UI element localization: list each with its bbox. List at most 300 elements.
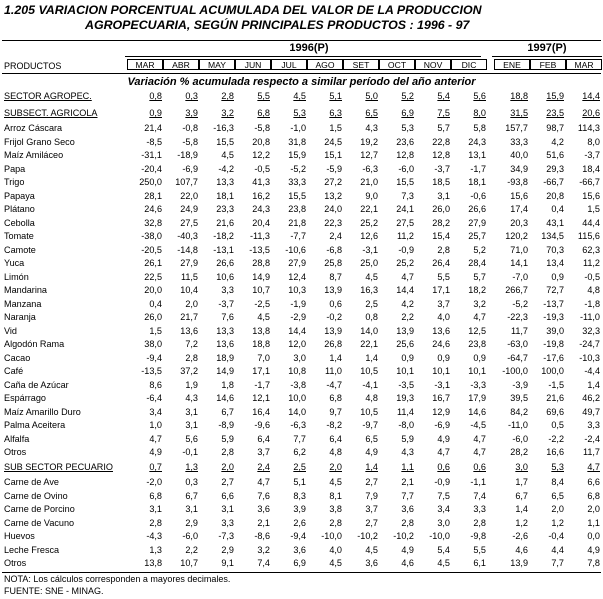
table-cell: -9,4	[146, 353, 162, 363]
table-cell: -20,4	[141, 164, 162, 174]
table-cell: 11,5	[180, 272, 198, 282]
table-row	[0, 490, 603, 503]
table-cell: 5,9	[221, 434, 234, 444]
table-cell: -10,6	[285, 245, 306, 255]
table-cell: 2,2	[185, 545, 198, 555]
table-cell: 0,6	[437, 462, 450, 472]
month-header-mar-1996: MAR	[127, 59, 163, 70]
table-cell: 2,7	[365, 518, 378, 528]
table-cell: -10,3	[579, 353, 600, 363]
table-cell: 4,9	[437, 434, 450, 444]
table-cell: 20,4	[252, 218, 270, 228]
row-label: Maíz Amiláceo	[4, 150, 64, 160]
table-cell: -19,8	[543, 339, 564, 349]
table-cell: 6,5	[365, 108, 378, 118]
row-label: Trigo	[4, 177, 25, 187]
table-cell: 4,5	[257, 312, 270, 322]
table-cell: 12,5	[468, 326, 486, 336]
row-label: Alfalfa	[4, 434, 30, 444]
table-cell: 20,8	[252, 137, 270, 147]
table-cell: -1,1	[470, 477, 486, 487]
table-cell: 17,1	[432, 285, 450, 295]
table-cell: -10,2	[357, 531, 378, 541]
table-cell: -3,7	[584, 150, 600, 160]
table-cell: 10,4	[180, 285, 198, 295]
table-cell: 13,6	[180, 326, 198, 336]
table-cell: 5,6	[473, 91, 486, 101]
table-cell: 0,6	[473, 462, 486, 472]
table-cell: 0,9	[401, 353, 414, 363]
table-cell: 2,0	[185, 299, 198, 309]
table-cell: 4,3	[365, 123, 378, 133]
row-label: Espárrago	[4, 393, 46, 403]
table-cell: 15,1	[324, 150, 342, 160]
table-cell: -3,7	[434, 164, 450, 174]
table-row	[0, 271, 603, 284]
month-header-ene-1997: ENE	[494, 59, 530, 70]
table-cell: 4,5	[293, 91, 306, 101]
table-cell: -2,5	[254, 299, 270, 309]
table-cell: -4,2	[218, 164, 234, 174]
month-header-may-1996: MAY	[199, 59, 235, 70]
table-cell: 23,3	[216, 204, 234, 214]
table-cell: 7,4	[257, 558, 270, 568]
table-cell: 2,9	[185, 518, 198, 528]
table-cell: -20,5	[141, 245, 162, 255]
table-cell: 250,0	[139, 177, 162, 187]
table-cell: 17,9	[468, 393, 486, 403]
month-header-jul-1996: JUL	[271, 59, 307, 70]
table-cell: 6,5	[365, 434, 378, 444]
table-cell: -63,0	[507, 339, 528, 349]
table-cell: -93,8	[507, 177, 528, 187]
row-label: Carne de Ovino	[4, 491, 68, 501]
table-cell: 13,8	[144, 558, 162, 568]
table-cell: 21,6	[546, 393, 564, 403]
table-cell: 3,9	[185, 108, 198, 118]
table-cell: 7,0	[257, 353, 270, 363]
table-cell: 0,3	[185, 91, 198, 101]
table-cell: 1,1	[401, 462, 414, 472]
table-cell: -1,0	[290, 123, 306, 133]
row-label: Algodón Rama	[4, 339, 65, 349]
table-row	[0, 517, 603, 530]
table-cell: 40,0	[510, 150, 528, 160]
year-rule-1996	[125, 56, 481, 57]
table-cell: 4,9	[149, 447, 162, 457]
table-cell: 2,1	[401, 477, 414, 487]
table-row	[0, 90, 603, 103]
table-cell: 4,7	[437, 447, 450, 457]
table-cell: 3,3	[221, 518, 234, 528]
table-cell: 16,7	[432, 393, 450, 403]
table-cell: 33,3	[288, 177, 306, 187]
table-cell: 1,8	[221, 380, 234, 390]
table-cell: 15,5	[288, 191, 306, 201]
table-cell: 24,1	[396, 204, 414, 214]
table-cell: 3,2	[473, 299, 486, 309]
table-cell: 26,6	[216, 258, 234, 268]
table-cell: 26,1	[144, 258, 162, 268]
table-cell: 2,8	[221, 447, 234, 457]
year-rule-1997	[492, 56, 602, 57]
table-cell: -8,2	[326, 420, 342, 430]
table-cell: 2,0	[221, 462, 234, 472]
table-cell: -9,6	[254, 420, 270, 430]
table-row	[0, 284, 603, 297]
table-cell: 46,2	[582, 393, 600, 403]
table-cell: 7,5	[437, 491, 450, 501]
table-cell: 17,1	[252, 366, 270, 376]
table-cell: 10,1	[396, 366, 414, 376]
table-cell: 0,0	[587, 531, 600, 541]
table-cell: -10,0	[429, 531, 450, 541]
table-cell: 12,1	[252, 393, 270, 403]
table-cell: -3,7	[218, 299, 234, 309]
table-cell: 1,3	[149, 545, 162, 555]
row-label: Otros	[4, 447, 27, 457]
table-cell: 4,7	[587, 462, 600, 472]
table-row	[0, 476, 603, 489]
table-cell: 25,0	[360, 258, 378, 268]
table-cell: -31,1	[141, 150, 162, 160]
table-cell: 15,6	[582, 191, 600, 201]
table-cell: 6,6	[587, 477, 600, 487]
table-cell: -9,7	[362, 420, 378, 430]
table-row	[0, 163, 603, 176]
row-label: Arroz Cáscara	[4, 123, 63, 133]
table-cell: 15,9	[546, 91, 564, 101]
table-cell: 23,5	[546, 108, 564, 118]
table-cell: 3,3	[587, 420, 600, 430]
table-cell: -0,9	[398, 245, 414, 255]
table-cell: 12,0	[288, 339, 306, 349]
table-cell: 3,0	[293, 353, 306, 363]
month-header-abr-1996: ABR	[163, 59, 199, 70]
table-cell: -10,2	[393, 531, 414, 541]
table-cell: 0,3	[185, 477, 198, 487]
table-cell: -22,3	[507, 312, 528, 322]
table-cell: -4,1	[362, 380, 378, 390]
table-cell: -6,9	[434, 420, 450, 430]
table-cell: 28,1	[144, 191, 162, 201]
table-cell: 24,0	[324, 204, 342, 214]
table-cell: 14,9	[252, 272, 270, 282]
table-cell: 1,5	[329, 123, 342, 133]
table-cell: 4,6	[515, 545, 528, 555]
table-cell: 15,4	[432, 231, 450, 241]
table-cell: 114,3	[577, 123, 600, 133]
table-cell: -5,2	[290, 164, 306, 174]
table-cell: 4,7	[473, 434, 486, 444]
table-cell: -8,0	[398, 420, 414, 430]
table-cell: 4,7	[401, 272, 414, 282]
table-cell: 13,6	[216, 339, 234, 349]
table-cell: 27,5	[180, 218, 198, 228]
table-cell: 6,8	[149, 491, 162, 501]
table-cell: 28,2	[432, 218, 450, 228]
table-cell: 8,7	[329, 272, 342, 282]
table-cell: 10,8	[288, 366, 306, 376]
table-cell: 15,5	[396, 177, 414, 187]
table-cell: -1,5	[548, 380, 564, 390]
table-cell: 9,1	[221, 558, 234, 568]
table-cell: 120,2	[505, 231, 528, 241]
table-cell: 134,5	[541, 231, 564, 241]
table-cell: 6,4	[257, 434, 270, 444]
table-cell: 4,4	[551, 545, 564, 555]
table-cell: 22,8	[432, 137, 450, 147]
table-cell: 22,0	[180, 191, 198, 201]
table-cell: -18,2	[213, 231, 234, 241]
table-cell: 1,2	[551, 518, 564, 528]
table-row	[0, 149, 603, 162]
row-label: Plátano	[4, 204, 35, 214]
row-label: Papaya	[4, 191, 35, 201]
table-cell: 29,3	[546, 164, 564, 174]
table-row	[0, 392, 603, 405]
table-cell: 13,9	[324, 326, 342, 336]
table-cell: -6,3	[290, 420, 306, 430]
table-cell: 49,7	[582, 407, 600, 417]
table-cell: 8,0	[587, 137, 600, 147]
table-cell: 14,1	[510, 258, 528, 268]
table-cell: 2,8	[149, 518, 162, 528]
table-cell: 7,7	[551, 558, 564, 568]
table-cell: 1,5	[149, 326, 162, 336]
table-cell: -19,3	[543, 312, 564, 322]
month-header-jun-1996: JUN	[235, 59, 271, 70]
table-cell: -7,7	[290, 231, 306, 241]
table-cell: -24,7	[579, 339, 600, 349]
row-label: Mandarina	[4, 285, 47, 295]
table-cell: 3,1	[185, 407, 198, 417]
table-cell: 21,6	[216, 218, 234, 228]
table-cell: 27,2	[324, 177, 342, 187]
table-cell: 20,8	[546, 191, 564, 201]
table-cell: -0,9	[434, 477, 450, 487]
table-cell: 84,2	[510, 407, 528, 417]
table-cell: -5,8	[182, 137, 198, 147]
table-cell: 24,6	[432, 339, 450, 349]
table-cell: -7,3	[218, 531, 234, 541]
table-cell: 32,3	[582, 326, 600, 336]
table-row	[0, 136, 603, 149]
table-cell: 2,7	[365, 477, 378, 487]
table-cell: 10,1	[468, 366, 486, 376]
table-cell: 266,7	[505, 285, 528, 295]
table-cell: 72,7	[546, 285, 564, 295]
table-cell: 2,5	[293, 462, 306, 472]
table-cell: 5,7	[437, 123, 450, 133]
table-cell: -3,1	[362, 245, 378, 255]
table-cell: 34,9	[510, 164, 528, 174]
table-cell: 2,7	[221, 477, 234, 487]
table-cell: 4,5	[365, 545, 378, 555]
table-cell: 25,7	[468, 231, 486, 241]
table-cell: 3,4	[149, 407, 162, 417]
table-cell: 10,7	[252, 285, 270, 295]
year-header-1996: 1996(P)	[289, 42, 329, 54]
table-cell: 43,1	[546, 218, 564, 228]
table-cell: 0,8	[149, 91, 162, 101]
table-cell: 20,0	[144, 285, 162, 295]
table-cell: 8,4	[551, 477, 564, 487]
table-cell: 2,5	[365, 299, 378, 309]
table-cell: 7,2	[185, 339, 198, 349]
table-cell: 26,4	[432, 258, 450, 268]
table-cell: 4,5	[221, 150, 234, 160]
table-cell: 21,7	[180, 312, 198, 322]
table-cell: 5,2	[401, 91, 414, 101]
row-label: Carne de Porcino	[4, 504, 75, 514]
table-cell: 13,2	[324, 191, 342, 201]
table-cell: 7,5	[437, 108, 450, 118]
table-cell: -17,6	[543, 353, 564, 363]
column-header-productos: PRODUCTOS	[4, 61, 62, 71]
table-cell: 28,4	[468, 258, 486, 268]
table-cell: 1,3	[185, 462, 198, 472]
table-cell: -0,2	[326, 312, 342, 322]
row-label: Maíz Amarillo Duro	[4, 407, 81, 417]
row-label: Vid	[4, 326, 17, 336]
table-cell: -10,0	[321, 531, 342, 541]
table-cell: 14,0	[288, 407, 306, 417]
table-cell: -6,3	[362, 164, 378, 174]
table-cell: 22,1	[360, 339, 378, 349]
table-cell: 3,8	[329, 504, 342, 514]
table-cell: 3,1	[149, 504, 162, 514]
table-cell: -6,0	[182, 531, 198, 541]
table-cell: 5,4	[437, 91, 450, 101]
table-cell: 19,3	[396, 393, 414, 403]
table-cell: 6,8	[257, 108, 270, 118]
table-cell: 13,3	[216, 177, 234, 187]
table-row	[0, 176, 603, 189]
table-cell: -8,5	[146, 137, 162, 147]
table-cell: 21,8	[288, 218, 306, 228]
table-cell: 6,9	[401, 108, 414, 118]
table-cell: 2,6	[293, 518, 306, 528]
table-cell: -2,9	[290, 312, 306, 322]
table-cell: -0,6	[470, 191, 486, 201]
table-cell: 7,7	[401, 491, 414, 501]
table-cell: 6,2	[293, 447, 306, 457]
table-cell: 3,3	[473, 504, 486, 514]
table-cell: -11,0	[507, 420, 528, 430]
table-cell: 15,9	[288, 150, 306, 160]
table-cell: 4,2	[551, 137, 564, 147]
table-cell: 5,4	[437, 545, 450, 555]
table-cell: 0,8	[365, 312, 378, 322]
table-cell: 7,3	[401, 191, 414, 201]
table-cell: 27,5	[396, 218, 414, 228]
table-row	[0, 352, 603, 365]
footnote: NOTA: Los cálculos corresponden a mayores decimales.	[4, 574, 231, 584]
table-cell: 21,4	[144, 123, 162, 133]
table-cell: 23,8	[468, 339, 486, 349]
table-cell: -3,9	[512, 380, 528, 390]
table-cell: 14,6	[216, 393, 234, 403]
table-cell: -6,0	[512, 434, 528, 444]
table-row	[0, 557, 603, 570]
table-cell: 1,1	[587, 518, 600, 528]
table-cell: 31,5	[510, 108, 528, 118]
table-cell: 27,9	[180, 258, 198, 268]
table-cell: 5,0	[365, 91, 378, 101]
table-cell: 8,3	[293, 491, 306, 501]
table-cell: 4,9	[401, 545, 414, 555]
table-cell: -3,5	[398, 380, 414, 390]
table-row	[0, 257, 603, 270]
table-cell: 22,1	[360, 204, 378, 214]
table-cell: 15,5	[216, 137, 234, 147]
table-cell: 12,8	[396, 150, 414, 160]
table-cell: 4,0	[437, 312, 450, 322]
table-cell: 24,9	[180, 204, 198, 214]
table-cell: -9,4	[290, 531, 306, 541]
table-cell: 69,6	[546, 407, 564, 417]
table-cell: 5,6	[185, 434, 198, 444]
month-header-mar-1997: MAR	[566, 59, 602, 70]
table-cell: 6,7	[221, 407, 234, 417]
table-cell: -0,4	[548, 531, 564, 541]
table-cell: 1,2	[515, 518, 528, 528]
table-cell: -4,7	[326, 380, 342, 390]
table-cell: 5,5	[473, 545, 486, 555]
table-cell: 115,6	[577, 231, 600, 241]
table-cell: 3,6	[401, 504, 414, 514]
table-cell: 100,0	[541, 366, 564, 376]
table-cell: -8,6	[254, 531, 270, 541]
table-cell: 5,5	[257, 91, 270, 101]
table-cell: 0,5	[551, 420, 564, 430]
table-row	[0, 530, 603, 543]
table-cell: -0,5	[584, 272, 600, 282]
table-cell: 4,8	[329, 447, 342, 457]
table-cell: -11,0	[579, 312, 600, 322]
table-cell: -1,7	[254, 380, 270, 390]
table-cell: 10,3	[288, 285, 306, 295]
table-cell: -2,4	[584, 434, 600, 444]
table-cell: 13,9	[396, 326, 414, 336]
table-cell: 18,5	[432, 177, 450, 187]
table-cell: 11,2	[582, 258, 600, 268]
table-cell: -66,7	[579, 177, 600, 187]
table-cell: 3,9	[293, 504, 306, 514]
table-cell: 26,0	[144, 312, 162, 322]
table-cell: 38,0	[144, 339, 162, 349]
table-cell: 4,3	[185, 393, 198, 403]
table-row	[0, 325, 603, 338]
table-cell: -18,9	[177, 150, 198, 160]
table-cell: 5,2	[473, 245, 486, 255]
table-cell: 4,9	[365, 447, 378, 457]
table-row	[0, 338, 603, 351]
table-cell: -100,0	[502, 366, 528, 376]
table-cell: 25,6	[396, 339, 414, 349]
table-cell: 2,8	[437, 245, 450, 255]
table-cell: 18,2	[468, 285, 486, 295]
table-cell: -6,4	[146, 393, 162, 403]
table-cell: -13,5	[141, 366, 162, 376]
table-cell: 12,9	[432, 407, 450, 417]
table-cell: -13,5	[249, 245, 270, 255]
row-label: Yuca	[4, 258, 25, 268]
table-cell: 27,9	[468, 218, 486, 228]
table-cell: 11,4	[396, 407, 414, 417]
table-row	[0, 379, 603, 392]
